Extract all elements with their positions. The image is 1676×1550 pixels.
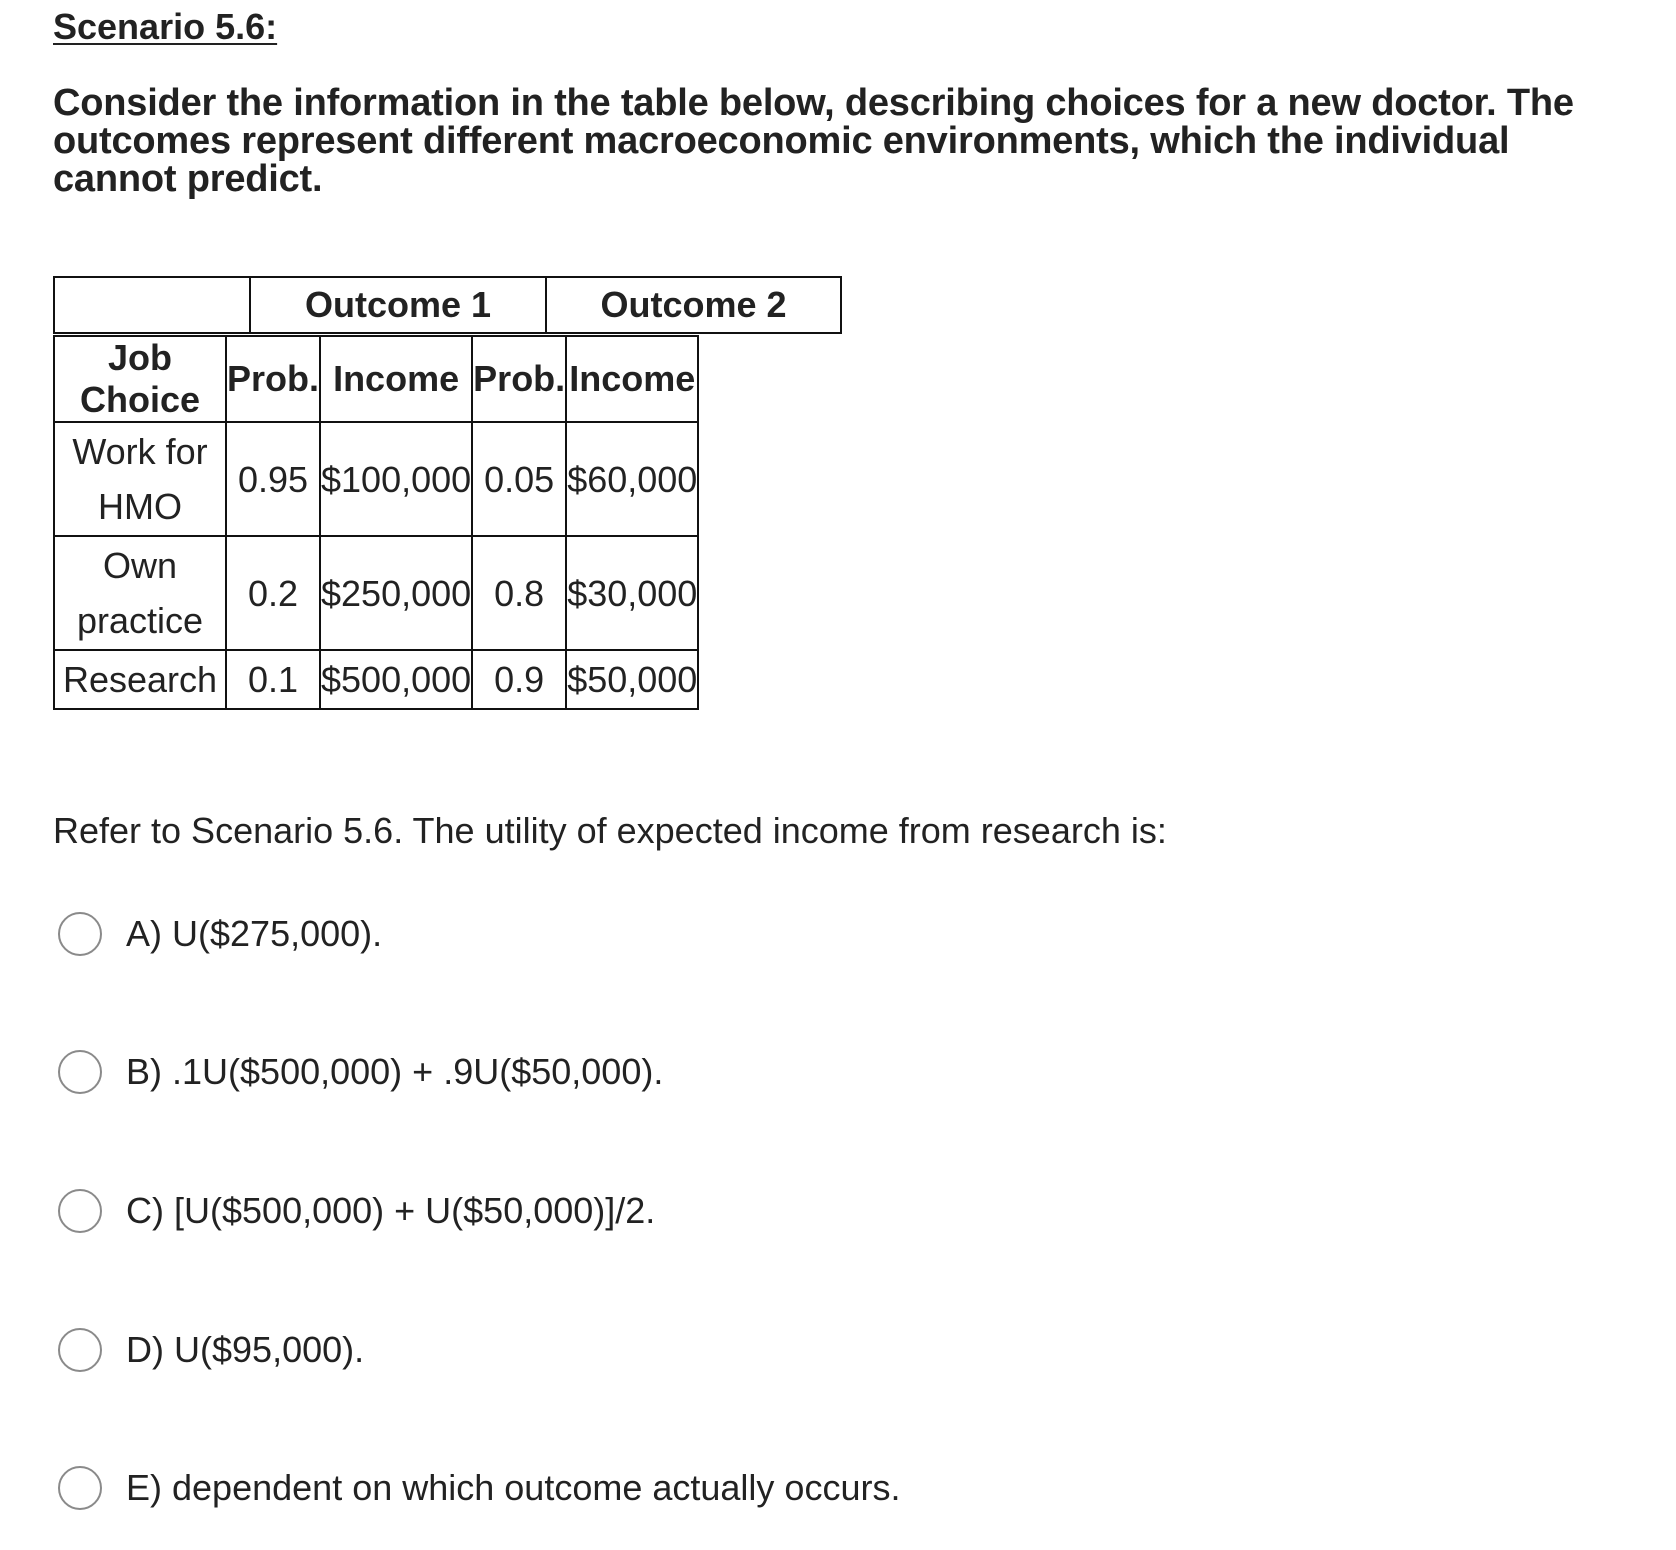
radio-button[interactable] (58, 1328, 102, 1372)
cell-income-1: $250,000 (320, 536, 472, 650)
answer-option-e[interactable] (58, 1466, 900, 1510)
option-letter: C) (126, 1190, 164, 1231)
table-row (54, 422, 698, 536)
cell-income-1: $100,000 (320, 422, 472, 536)
job-choice-table (53, 335, 699, 710)
answer-option-c[interactable] (58, 1189, 655, 1233)
option-text: .1U($500,000) + .9U($50,000). (172, 1051, 664, 1092)
cell-income-2: $50,000 (566, 650, 698, 709)
cell-income-2: $60,000 (566, 422, 698, 536)
option-text: dependent on which outcome actually occurs. (172, 1467, 901, 1508)
cell-job: Research (54, 650, 226, 709)
option-label (126, 1329, 364, 1371)
group-header-outcome-2: Outcome 2 (545, 276, 842, 334)
column-header-income-2: Income (566, 336, 698, 422)
cell-prob-1: 0.1 (226, 650, 320, 709)
cell-income-2: $30,000 (566, 536, 698, 650)
column-header-job-choice: Job Choice (54, 336, 226, 422)
group-header-empty (53, 276, 251, 334)
column-header-row (54, 336, 698, 422)
option-letter: B) (126, 1051, 162, 1092)
column-header-prob-1: Prob. (226, 336, 320, 422)
answer-option-a[interactable] (58, 912, 382, 956)
job-label: Own practice (76, 545, 204, 641)
option-label (126, 913, 382, 955)
column-header-prob-2: Prob. (472, 336, 566, 422)
cell-job (54, 536, 226, 650)
cell-prob-2: 0.8 (472, 536, 566, 650)
option-text: [U($500,000) + U($50,000)]/2. (174, 1190, 656, 1231)
cell-job (54, 422, 226, 536)
option-label (126, 1190, 655, 1232)
answer-option-b[interactable] (58, 1050, 663, 1094)
question-text: Refer to Scenario 5.6. The utility of expected income from research is: (53, 810, 1167, 851)
option-text: U($275,000). (172, 913, 383, 954)
scenario-title: Scenario 5.6: (53, 6, 278, 47)
option-label (126, 1467, 900, 1509)
outcome-group-header (53, 276, 834, 336)
cell-income-1: $500,000 (320, 650, 472, 709)
option-label (126, 1051, 663, 1093)
job-label: Work for HMO (72, 431, 208, 527)
radio-button[interactable] (58, 912, 102, 956)
column-header-income-1: Income (320, 336, 472, 422)
cell-prob-1: 0.95 (226, 422, 320, 536)
option-letter: E) (126, 1467, 162, 1508)
radio-button[interactable] (58, 1466, 102, 1510)
cell-prob-2: 0.05 (472, 422, 566, 536)
option-letter: D) (126, 1329, 164, 1370)
cell-prob-2: 0.9 (472, 650, 566, 709)
table-row (54, 650, 698, 709)
option-text: U($95,000). (174, 1329, 365, 1370)
radio-button[interactable] (58, 1189, 102, 1233)
cell-prob-1: 0.2 (226, 536, 320, 650)
table-row (54, 536, 698, 650)
group-header-outcome-1: Outcome 1 (249, 276, 547, 334)
radio-button[interactable] (58, 1050, 102, 1094)
answer-option-d[interactable] (58, 1328, 364, 1372)
scenario-intro: Consider the information in the table below, describing choices for a new doctor. The outcomes represent different macroeconomic environments, which the individual cannot predict. (53, 82, 1574, 200)
option-letter: A) (126, 913, 162, 954)
